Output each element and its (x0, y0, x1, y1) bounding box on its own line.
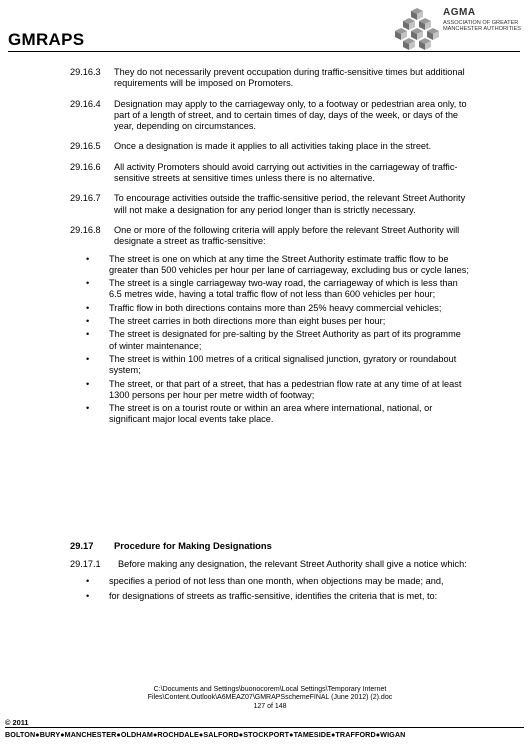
list-item-text: The street is within 100 metres of a critical signalised junction, gyratory or roundabout system; (109, 353, 457, 376)
paragraph-text: One or more of the following criteria will apply before the relevant Street Authority will designate a street as traffic-sensitive: (114, 224, 460, 247)
footer-file-path (110, 686, 430, 711)
list-item (70, 591, 470, 602)
notice-list (70, 576, 470, 602)
paragraph-number: 29.16.5 (70, 141, 101, 152)
list-item (70, 576, 470, 587)
page-number: 127 of 148 (253, 702, 287, 710)
paragraph-number: 29.16.6 (70, 161, 101, 172)
list-item (70, 303, 470, 314)
paragraph (70, 559, 470, 570)
bullet-icon: • (86, 329, 90, 340)
criteria-list (70, 254, 470, 426)
list-item (70, 329, 470, 352)
header-rule (8, 51, 520, 52)
bullet-icon: • (86, 353, 90, 364)
list-item-text: The street is a single carriageway two-way road, the carriageway of which is less than 6.5 metres wide, having a total traffic flow of not less than 600 vehicles per hour; (109, 278, 458, 300)
bullet-icon: • (86, 302, 90, 313)
list-item-text: for designations of streets as traffic-sensitive, identifies the criteria that is met, to: (109, 590, 438, 601)
copyright: © 2011 (5, 718, 29, 727)
list-item (70, 379, 470, 402)
agma-logo (395, 6, 527, 50)
section-title: Procedure for Making Designations (114, 540, 272, 551)
paragraph-number: 29.17.1 (70, 559, 101, 569)
body-section-29-17 (70, 559, 470, 605)
bullet-icon: • (86, 590, 90, 601)
list-item-text: The street is on a tourist route or within an area where international, national, or significant major local events take place. (109, 403, 433, 425)
section-number: 29.17 (70, 540, 94, 551)
list-item-text: The street, or that part of a street, that has a pedestrian flow rate at any time of at least 1300 persons per hour per metre width of footway; (109, 378, 462, 400)
list-item (70, 278, 470, 301)
list-item-text: specifies a period of not less than one month, when objections may be made; and, (109, 576, 444, 587)
bullet-icon: • (86, 378, 90, 389)
paragraph (70, 67, 470, 90)
paragraph-text: Designation may apply to the carriageway only, to a footway or pedestrian area only, to part of a length of street, and to certain times of day, days of the week, or days of the year, depending on circumstances. (114, 98, 467, 132)
bullet-icon: • (86, 576, 90, 587)
file-path-line: Files\Content.Outlook\A6MEAZ07\GMRAPSschemeFINAL (June 2012) (2).doc (147, 694, 393, 702)
paragraph-text: All activity Promoters should avoid carrying out activities in the carriageway of traffic-sensitive streets at sensitive times unless there is no alternative. (114, 161, 458, 184)
paragraph-number: 29.16.7 (70, 193, 101, 204)
paragraph-number: 29.16.3 (70, 67, 101, 77)
file-path-line: C:\Documents and Settings\buonocorem\Local Settings\Temporary Internet (153, 686, 387, 693)
paragraph-number: 29.16.8 (70, 224, 101, 235)
section-heading (70, 540, 272, 551)
list-item-text: The street carries in both directions more than eight buses per hour; (109, 316, 386, 327)
list-item-text: Traffic flow in both directions contains more than 25% heavy commercial vehicles; (109, 302, 442, 313)
paragraph (70, 141, 470, 152)
paragraph (70, 162, 470, 185)
logo-subtitle: ASSOCIATION OF GREATER MANCHESTER AUTHORITIES (443, 20, 522, 33)
paragraph-text: Before making any designation, the relevant Street Authority shall give a notice which: (118, 559, 467, 569)
paragraph (70, 99, 470, 133)
bullet-icon: • (86, 253, 90, 264)
list-item (70, 403, 470, 426)
logo-name: AGMA (443, 7, 476, 18)
list-item-text: The street is designated for pre-salting by the Street Authority as part of its programme of winter maintenance; (109, 329, 461, 351)
footer-towns: BOLTON●BURY●MANCHESTER●OLDHAM●ROCHDALE●SALFORD●STOCKPORT●TAMESIDE●TRAFFORD●WIGAN (5, 730, 406, 739)
paragraph-text: Once a designation is made it applies to all activities taking place in the street. (114, 141, 432, 152)
body-section-29-16 (70, 67, 470, 428)
list-item-text: The street is one on which at any time the Street Authority estimate traffic flow to be greater than 500 vehicles per hour per lane of carriageway, excluding bus or cycle lanes; (109, 253, 469, 275)
paragraph-number: 29.16.4 (70, 98, 101, 109)
paragraph-text: They do not necessarily prevent occupation during traffic-sensitive times but additional requirements will be imposed on Promoters. (114, 67, 465, 89)
list-item (70, 354, 470, 377)
document-title: GMRAPS (8, 30, 85, 49)
bullet-icon: • (86, 316, 90, 327)
bullet-icon: • (86, 403, 90, 414)
list-item (70, 254, 470, 277)
paragraph (70, 193, 470, 216)
list-item (70, 316, 470, 327)
paragraph-text: To encourage activities outside the traffic-sensitive period, the relevant Street Authority will not make a designation for any period longer than is strictly necessary. (114, 193, 466, 215)
bullet-icon: • (86, 278, 90, 289)
footer-rule (5, 727, 524, 728)
paragraph (70, 225, 470, 248)
agma-logo-icon (395, 6, 441, 50)
